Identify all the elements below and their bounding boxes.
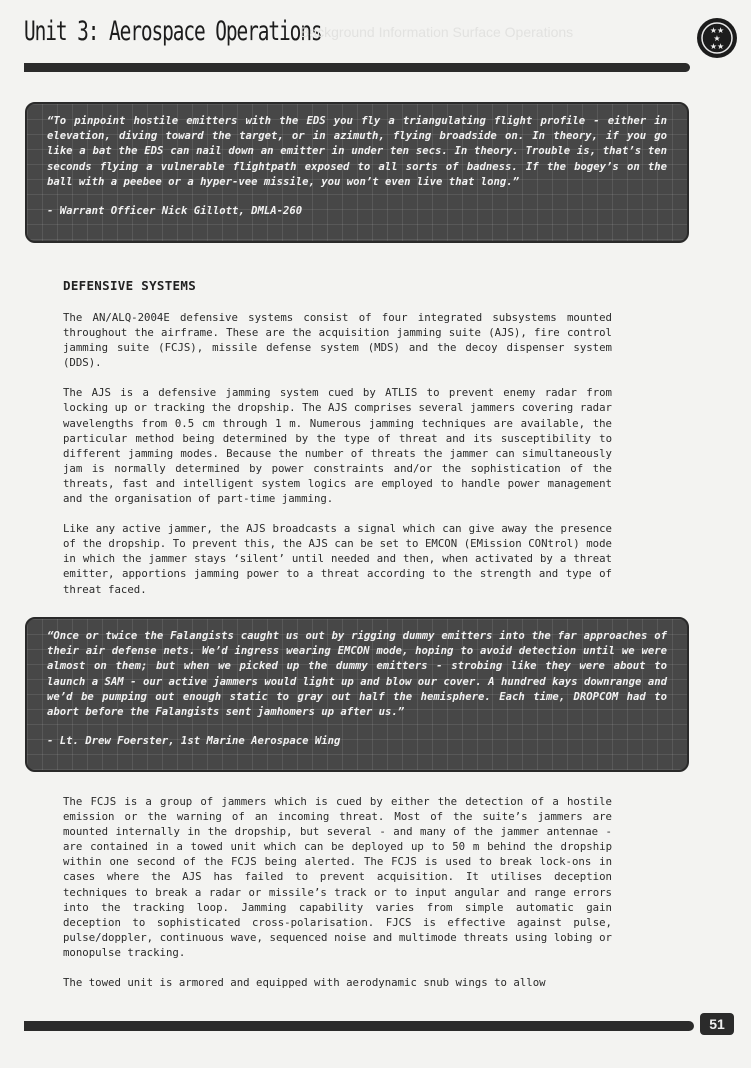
section-heading: DEFENSIVE SYSTEMS: [63, 278, 197, 293]
paragraph: The AJS is a defensive jamming system cued by ATLIS to prevent enemy radar from locking up or tracking the dropship. The AJS comprises several jammers covering radar wavelengths from 0.5 cm through 1 m. Numerous jamming techniques are available, the particular method being determined by the type of threat and its susceptibility to different jamming modes. Because the number of threats the jammer can simultaneously jam is normally determined by power constraints and/or the sophistication of the threats, fast and intelligent system logics are employed to handle power management and the organisation of part-time jamming.: [63, 386, 612, 506]
body-text-block: [63, 794, 612, 1005]
body-text-block: [63, 310, 612, 612]
quote-text: “To pinpoint hostile emitters with the EDS you fly a triangulating flight profile - either in elevation, diving toward the target, or in azimuth, flying broadside on. In theory, if you go like a bat the EDS can nail down an emitter in under ten secs. In theory. Trouble is, that’s ten seconds flying a vulnerable flightpath exposed to all sorts of badness. If the bogey’s on the ball with a peebee or a hyper-vee missile, you won’t even live that long.”: [47, 115, 667, 188]
page-header-title: Unit 3: Aerospace Operations: [24, 16, 322, 47]
unit-emblem-icon: [697, 18, 737, 58]
svg-text:★: ★: [713, 34, 721, 43]
quote-text: “Once or twice the Falangists caught us out by rigging dummy emitters into the far approaches of their air defense nets. We’d ingress wearing EMCON mode, hoping to avoid detection until we were almost on them; but when we picked up the dummy emitters - strobing like they were about to launch a SAM - our active jammers would light up and blow our cover. A hundred kays downrange and we’d be pumping out enough static to gray out half the hemisphere. Each time, DROPCOM had to abort before the Falangists sent jamhomers up after us.”: [47, 630, 667, 719]
pilot-quote-box: [25, 617, 689, 772]
footer-rule: [24, 1021, 694, 1031]
paragraph: The FCJS is a group of jammers which is cued by either the detection of a hostile emission or the warning of an incoming threat. Most of the suite’s jammers are mounted internally in the dropship, but several - and many of the jammer antennae - are contained in a towed unit which can be deployed up to 50 m behind the dropship within one second of the FCJS being alerted. The FCJS is used to break lock-ons in cases where the AJS has failed to prevent acquisition. It utilises deception techniques to break a radar or missile’s track or to input angular and range errors into the tracking loop. Jamming capability varies from simple automatic gain deception to sophisticated cross-polarisation. FJCS is effective against pulse, pulse/doppler, continuous wave, sequenced noise and multimode threats using lobing or monopulse tracking.: [63, 795, 612, 959]
page-number: 51: [700, 1013, 734, 1035]
pilot-quote-box: [25, 102, 689, 243]
svg-text:★★: ★★: [709, 26, 725, 35]
header-rule: [24, 63, 690, 72]
bleed-through-text: Background Information Surface Operations: [300, 24, 574, 40]
quote-attribution: - Lt. Drew Foerster, 1st Marine Aerospace Wing: [47, 735, 341, 748]
paragraph: The AN/ALQ-2004E defensive systems consist of four integrated subsystems mounted throughout the airframe. These are the acquisition jamming suite (AJS), fire control jamming suite (FCJS), missile defense system (MDS) and the decoy dispenser system (DDS).: [63, 311, 612, 370]
quote-attribution: - Warrant Officer Nick Gillott, DMLA-260: [47, 205, 303, 218]
svg-text:★★: ★★: [709, 42, 725, 51]
paragraph: Like any active jammer, the AJS broadcasts a signal which can give away the presence of the dropship. To prevent this, the AJS can be set to EMCON (EMission CONtrol) mode in which the jammer stays ‘silent’ until needed and then, when activated by a threat emitter, apportions jamming power to a threat according to the strength and type of threat faced.: [63, 522, 612, 596]
paragraph: The towed unit is armored and equipped with aerodynamic snub wings to allow: [63, 976, 546, 990]
